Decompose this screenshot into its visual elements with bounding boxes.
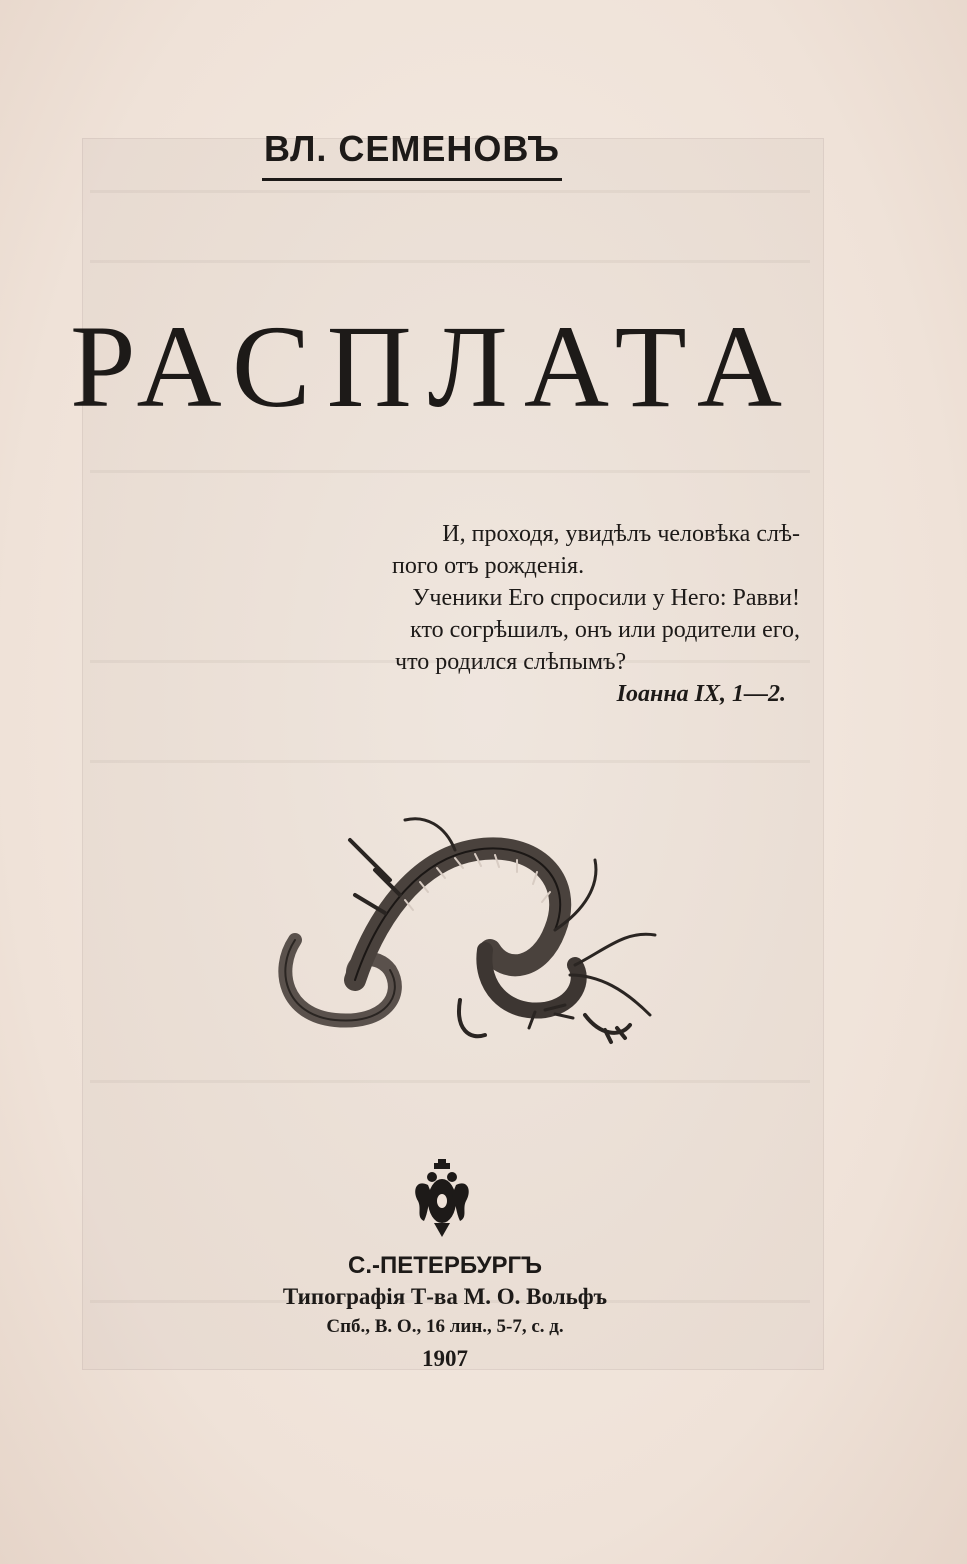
show-through-line xyxy=(90,260,810,263)
book-title: РАСПЛАТА xyxy=(70,301,799,432)
epigraph-line: И, проходя, увидѣлъ человѣка слѣ- xyxy=(442,521,800,547)
epigraph xyxy=(360,518,800,710)
epigraph-line: пого отъ рожденія. xyxy=(392,553,585,579)
double-headed-eagle-emblem xyxy=(410,1155,474,1239)
epigraph-reference: Іоанна IX, 1—2. xyxy=(616,681,786,707)
dragon-illustration xyxy=(255,800,675,1050)
imprint-address: Спб., В. О., 16 лин., 5-7, с. д. xyxy=(326,1316,564,1337)
epigraph-line: что родился слѣпымъ? xyxy=(395,649,627,675)
imprint-year: 1907 xyxy=(422,1346,468,1371)
author-name: ВЛ. СЕМЕНОВЪ xyxy=(262,128,562,181)
imprint-printer: Типографія Т-ва М. О. Вольфъ xyxy=(282,1284,608,1309)
epigraph-line: кто согрѣшилъ, онъ или родители его, xyxy=(410,617,800,643)
imprint-city: С.-ПЕТЕРБУРГЪ xyxy=(348,1252,542,1279)
imprint xyxy=(230,1250,660,1376)
show-through-line xyxy=(90,1080,810,1083)
show-through-line xyxy=(90,190,810,193)
epigraph-line: Ученики Его спросили у Него: Равви! xyxy=(412,585,800,611)
show-through-line xyxy=(90,760,810,763)
show-through-line xyxy=(90,470,810,473)
